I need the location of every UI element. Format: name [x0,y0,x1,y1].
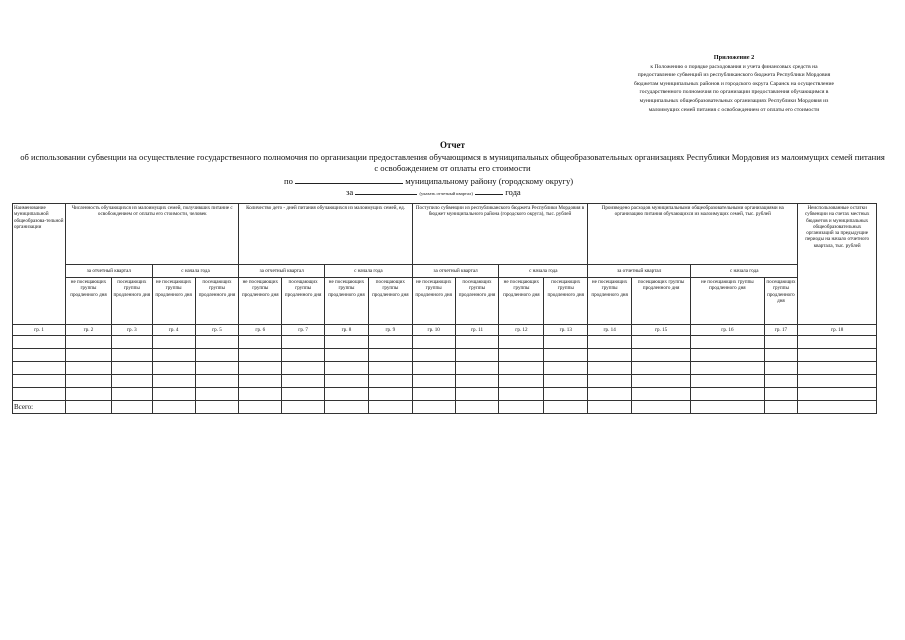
period-quarter: за отчетный квартал [412,265,499,278]
table-cell[interactable] [111,336,152,349]
col-number: гр. 11 [455,325,499,336]
table-cell[interactable] [412,362,455,375]
header-group-students: Численность обучающихся из малоимущих семей, получивших питание с освобождением от оплаты его стоимости, человек [66,204,239,265]
table-cell[interactable] [282,362,325,375]
col-number: гр. 3 [111,325,152,336]
table-cell[interactable] [239,388,282,401]
table-cell[interactable] [412,349,455,362]
header-unused-balance: Неиспользованные остатки субвенции на счетах местных бюджетов и муниципальных общеобразовательных организаций за предыдущие периоды на начало отчетного квартала, тыс. рублей [798,204,877,325]
table-cell[interactable] [798,388,877,401]
district-prefix: по [284,176,293,186]
col-number: гр. 5 [195,325,239,336]
table-cell[interactable] [152,401,195,414]
table-cell[interactable] [239,349,282,362]
table-cell[interactable] [412,388,455,401]
table-cell[interactable] [412,401,455,414]
sub-not-attending: не посещающих группы продленного дня [152,278,195,325]
col-number: гр. 4 [152,325,195,336]
col-number: гр. 14 [588,325,632,336]
column-number-row [13,325,877,336]
table-cell[interactable] [239,362,282,375]
table-cell[interactable] [13,336,66,349]
report-title: Отчет [440,140,465,150]
table-cell[interactable] [632,388,691,401]
table-cell[interactable] [499,375,544,388]
table-cell[interactable] [412,336,455,349]
table-row [13,349,877,362]
sub-attending: посещающих группы продленного дня [632,278,691,325]
table-cell[interactable] [195,362,239,375]
table-cell[interactable] [632,336,691,349]
sub-attending: посещающих группы продленного дня [195,278,239,325]
sub-not-attending: не посещающих группы продленного дня [499,278,544,325]
table-cell[interactable] [455,336,499,349]
table-cell[interactable] [764,375,798,388]
table-cell[interactable] [66,349,112,362]
period-year: с начала года [691,265,798,278]
subheader-row [13,278,877,325]
sub-not-attending: не посещающих группы продленного дня [412,278,455,325]
table-cell[interactable] [544,388,588,401]
table-cell[interactable] [195,401,239,414]
sub-attending: посещающих группы продленного дня [282,278,325,325]
table-cell[interactable] [282,375,325,388]
table-cell[interactable] [325,336,369,349]
table-cell[interactable] [588,349,632,362]
header-group-days: Количество дето - дней питания обучающихся из малоимущих семей, ед. [239,204,412,265]
table-cell[interactable] [13,362,66,375]
table-cell[interactable] [588,401,632,414]
table-cell[interactable] [499,401,544,414]
table-cell[interactable] [455,349,499,362]
table-cell[interactable] [13,388,66,401]
table-cell[interactable] [66,336,112,349]
sub-not-attending: не посещающих группы продленного дня [325,278,369,325]
table-cell[interactable] [588,375,632,388]
table-cell[interactable] [632,375,691,388]
table-cell[interactable] [368,362,412,375]
table-cell[interactable] [412,375,455,388]
appendix-line: к Положению о порядке расходования и учета финансовых средств на [650,63,818,70]
table-cell[interactable] [282,336,325,349]
district-line [284,175,573,186]
appendix-line: малоимущих семей питания с освобождением от оплаты его стоимости [648,106,820,113]
col-number: гр. 10 [412,325,455,336]
table-cell[interactable] [588,388,632,401]
header-row [13,204,877,265]
appendix-line: муниципальных общеобразовательных организациях Республики Мордовия из [639,97,829,104]
sub-attending: посещающих группы продленного дня [111,278,152,325]
table-cell[interactable] [152,388,195,401]
col-number: гр. 2 [66,325,112,336]
col-number: гр. 6 [239,325,282,336]
table-cell[interactable] [111,375,152,388]
table-cell[interactable] [111,349,152,362]
table-cell[interactable] [325,388,369,401]
appendix-line: бюджетам муниципальных районов и городского округа Саранск на осуществление [634,80,834,87]
table-cell[interactable] [239,336,282,349]
col-number: гр. 8 [325,325,369,336]
table-cell[interactable] [66,375,112,388]
table-cell[interactable] [798,349,877,362]
table-row [13,336,877,349]
sub-not-attending: не посещающих группы продленного дня [66,278,112,325]
table-cell[interactable] [764,362,798,375]
table-cell[interactable] [195,336,239,349]
period-year: с начала года [499,265,588,278]
col-number: гр. 16 [691,325,764,336]
table-cell[interactable] [455,362,499,375]
sub-not-attending: не посещающих группы продленного дня [239,278,282,325]
table-cell[interactable] [325,349,369,362]
table-cell[interactable] [544,349,588,362]
header-org-name: Наименование муниципальной общеобразова-тельной организации [13,204,66,325]
period-row [13,265,877,278]
appendix-line: предоставление субвенций из республиканского бюджета Республики Мордовия [637,72,831,79]
period-quarter: за отчетный квартал [588,265,691,278]
table-cell[interactable] [66,362,112,375]
table-cell[interactable] [691,362,764,375]
table-cell[interactable] [798,375,877,388]
report-table [12,203,877,414]
table-cell[interactable] [111,388,152,401]
table-cell[interactable] [632,349,691,362]
period-prefix: за [346,187,354,197]
appendix-block [588,54,880,114]
table-cell[interactable] [152,336,195,349]
table-cell[interactable] [239,375,282,388]
col-number: гр. 9 [368,325,412,336]
table-cell[interactable] [764,401,798,414]
table-cell[interactable] [195,375,239,388]
quarter-blank-field[interactable] [355,186,417,195]
appendix-title: Приложение 2 [713,54,755,61]
table-cell[interactable] [152,349,195,362]
table-cell[interactable] [111,401,152,414]
table-cell[interactable] [632,401,691,414]
col-number: гр. 18 [798,325,877,336]
table-cell[interactable] [691,401,764,414]
table-cell[interactable] [13,349,66,362]
table-cell[interactable] [499,362,544,375]
table-cell[interactable] [455,401,499,414]
table-cell[interactable] [368,401,412,414]
period-quarter: за отчетный квартал [239,265,325,278]
sub-attending: посещающих группы продленного дня [368,278,412,325]
col-number: гр. 15 [632,325,691,336]
table-cell[interactable] [282,349,325,362]
table-cell[interactable] [152,375,195,388]
table-cell[interactable] [455,388,499,401]
table-cell[interactable] [282,401,325,414]
table-cell[interactable] [455,375,499,388]
table-cell[interactable] [66,388,112,401]
table-cell[interactable] [499,336,544,349]
sub-not-attending: не посещающих группы продленного дня [588,278,632,325]
table-row [13,388,877,401]
period-year: с начала года [325,265,413,278]
report-subtitle: об использовании субвенции на осуществление государственного полномочия по организации предоставления обучающимся в муниципальных общеобразовательных организациях Республики Мордовия из малоимущих семей питания с освобождением от оплаты его стоимости [20,152,885,173]
table-cell[interactable] [544,401,588,414]
table-cell[interactable] [544,375,588,388]
table-cell[interactable] [588,336,632,349]
table-cell[interactable] [368,388,412,401]
table-cell[interactable] [499,388,544,401]
col-number: гр. 12 [499,325,544,336]
table-row [13,375,877,388]
table-cell[interactable] [764,336,798,349]
table-cell[interactable] [544,362,588,375]
sub-attending: посещающих группы продленного дня [455,278,499,325]
table-cell[interactable] [368,375,412,388]
table-cell[interactable] [195,349,239,362]
col-number: гр. 7 [282,325,325,336]
table-cell[interactable] [798,362,877,375]
sub-not-attending: не посещающих группы продленного дня [691,278,764,325]
total-label: Всего: [13,401,66,414]
sub-attending: посещающих группы продленного дня [544,278,588,325]
table-row [13,362,877,375]
year-blank-field[interactable] [475,186,503,195]
table-cell[interactable] [764,349,798,362]
col-number: гр. 17 [764,325,798,336]
header-group-expenses: Произведено расходов муниципальными общеобразовательными организациями на организацию питания обучающихся из малоимущих семей, тыс. рублей [588,204,798,265]
table-cell[interactable] [691,375,764,388]
table-cell[interactable] [368,349,412,362]
table-cell[interactable] [195,388,239,401]
table-cell[interactable] [152,362,195,375]
table-cell[interactable] [691,349,764,362]
period-line [346,186,521,197]
period-suffix: года [505,187,521,197]
table-cell[interactable] [13,375,66,388]
table-cell[interactable] [66,401,112,414]
col-number: гр. 13 [544,325,588,336]
table-cell[interactable] [588,362,632,375]
table-cell[interactable] [282,388,325,401]
appendix-line: государственного полномочия по организации предоставления обучающимся в [639,89,829,96]
table-cell[interactable] [325,401,369,414]
table-cell[interactable] [691,336,764,349]
table-cell[interactable] [691,388,764,401]
header-group-received: Поступило субвенции из республиканского бюджета Республики Мордовия в бюджет муниципального района (городского округа), тыс. рублей [412,204,587,265]
table-cell[interactable] [325,375,369,388]
district-blank-field[interactable] [295,175,403,184]
quarter-hint: (указать отчетный квартал) [419,191,473,196]
table-cell[interactable] [632,362,691,375]
table-cell[interactable] [798,401,877,414]
table-cell[interactable] [798,336,877,349]
col-number: гр. 1 [13,325,66,336]
table-cell[interactable] [325,362,369,375]
table-cell[interactable] [544,336,588,349]
table-cell[interactable] [764,388,798,401]
total-row [13,401,877,414]
period-quarter: за отчетный квартал [66,265,153,278]
district-suffix: муниципальному району (городскому округу) [405,176,574,186]
table-cell[interactable] [499,349,544,362]
sub-attending: посещающих группы продленного дня [764,278,798,325]
period-year: с начала года [152,265,239,278]
table-cell[interactable] [239,401,282,414]
table-cell[interactable] [111,362,152,375]
table-cell[interactable] [368,336,412,349]
